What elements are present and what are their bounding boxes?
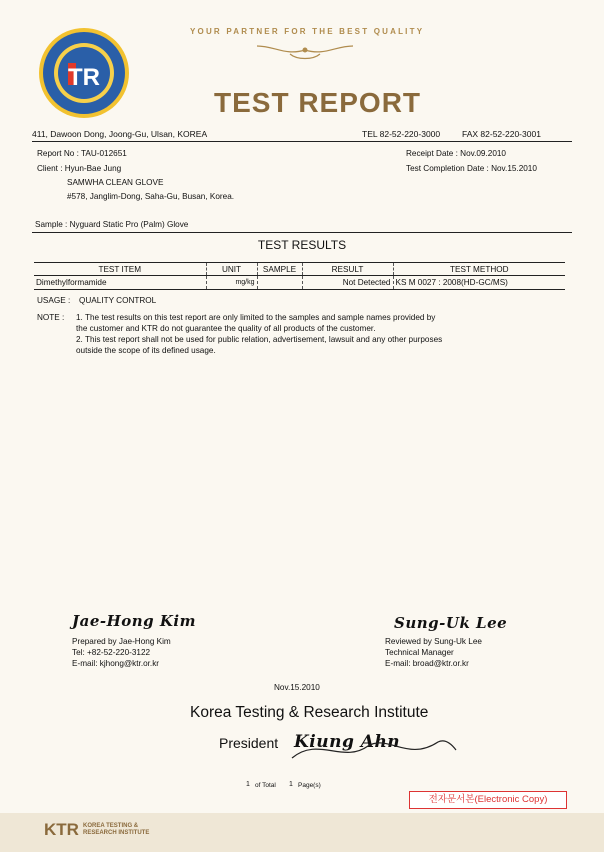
reviewed-by: Reviewed by Sung-Uk Lee: [385, 637, 482, 646]
president-signature: Kiung Ahn: [294, 732, 401, 752]
cell-result: Not Detected: [302, 276, 393, 290]
note-line: the customer and KTR do not guarantee the quality of all products of the customer.: [76, 324, 376, 333]
client-address: #578, Janglim-Dong, Saha-Gu, Busan, Korea.: [67, 192, 235, 201]
preparer-tel: Tel: +82-52-220-3122: [72, 648, 151, 657]
note-line: 2. This test report shall not be used for public relation, advertisement, lawsuit and any other purposes: [76, 335, 443, 344]
logo-mark-text: TR: [68, 64, 100, 91]
total-pages: 1: [289, 781, 293, 788]
sample-divider: [32, 232, 572, 233]
footer-line: RESEARCH INSTITUTE: [83, 830, 150, 836]
sample: Sample : Nyguard Static Pro (Palm) Glove: [35, 220, 189, 229]
fax: FAX 82-52-220-3001: [462, 129, 541, 139]
issue-date: Nov.15.2010: [274, 683, 320, 692]
footer-text: [83, 823, 149, 837]
reviewer-email: E-mail: broad@ktr.or.kr: [385, 659, 469, 668]
note-line: outside the scope of its defined usage.: [76, 346, 216, 355]
column-header: SAMPLE: [257, 263, 302, 276]
signature-stroke-icon: [288, 728, 458, 772]
column-header: RESULT: [302, 263, 393, 276]
footer-line: KOREA TESTING &: [83, 823, 139, 829]
page-number: 1: [246, 781, 250, 788]
column-header: TEST ITEM: [34, 263, 206, 276]
client-company: SAMWHA CLEAN GLOVE: [67, 178, 164, 187]
results-table: [34, 262, 565, 290]
president-label: President: [219, 735, 279, 751]
footer-logo: KTR: [44, 820, 79, 839]
note-line: 1. The test results on this test report are only limited to the samples and sample names provided by: [76, 313, 436, 322]
results-header-row: [34, 263, 565, 276]
ornament-icon: [255, 40, 355, 66]
address: 411, Dawoon Dong, Joong-Gu, Ulsan, KOREA: [32, 129, 208, 139]
usage-label: USAGE :: [37, 296, 71, 305]
telephone: TEL 82-52-220-3000: [362, 129, 441, 139]
prepared-by: Prepared by Jae-Hong Kim: [72, 637, 171, 646]
signature-right: Sung-Uk Lee: [394, 614, 508, 632]
pages-label: Page(s): [298, 782, 321, 789]
ktr-seal-logo: [38, 27, 130, 119]
tagline: YOUR PARTNER FOR THE BEST QUALITY: [190, 27, 425, 36]
receipt-date: Receipt Date : Nov.09.2010: [406, 149, 506, 158]
table-row: [34, 276, 565, 290]
cell-unit: mg/kg: [206, 276, 257, 290]
report-number: Report No : TAU-012651: [37, 149, 127, 158]
signature-left: Jae-Hong Kim: [72, 612, 196, 630]
cell-sample: [257, 276, 302, 290]
reviewer-role: Technical Manager: [385, 648, 454, 657]
cell-test-item: Dimethylformamide: [34, 276, 206, 290]
page-title: TEST REPORT: [214, 87, 422, 118]
results-title: TEST RESULTS: [257, 238, 347, 252]
note-label: NOTE :: [37, 313, 65, 322]
preparer-email: E-mail: kjhong@ktr.or.kr: [72, 659, 160, 668]
institute-name: Korea Testing & Research Institute: [190, 704, 429, 721]
client: Client : Hyun-Bae Jung: [37, 164, 122, 173]
of-total-label: of Total: [255, 782, 276, 789]
cell-test-method: KS M 0027 : 2008(HD-GC/MS): [393, 276, 565, 290]
column-header: TEST METHOD: [393, 263, 565, 276]
column-header: UNIT: [206, 263, 257, 276]
completion-date: Test Completion Date : Nov.15.2010: [406, 164, 537, 173]
usage-value: QUALITY CONTROL: [79, 296, 157, 305]
header-divider: [32, 141, 572, 142]
electronic-copy-badge: 전자문서본(Electronic Copy): [409, 791, 567, 809]
